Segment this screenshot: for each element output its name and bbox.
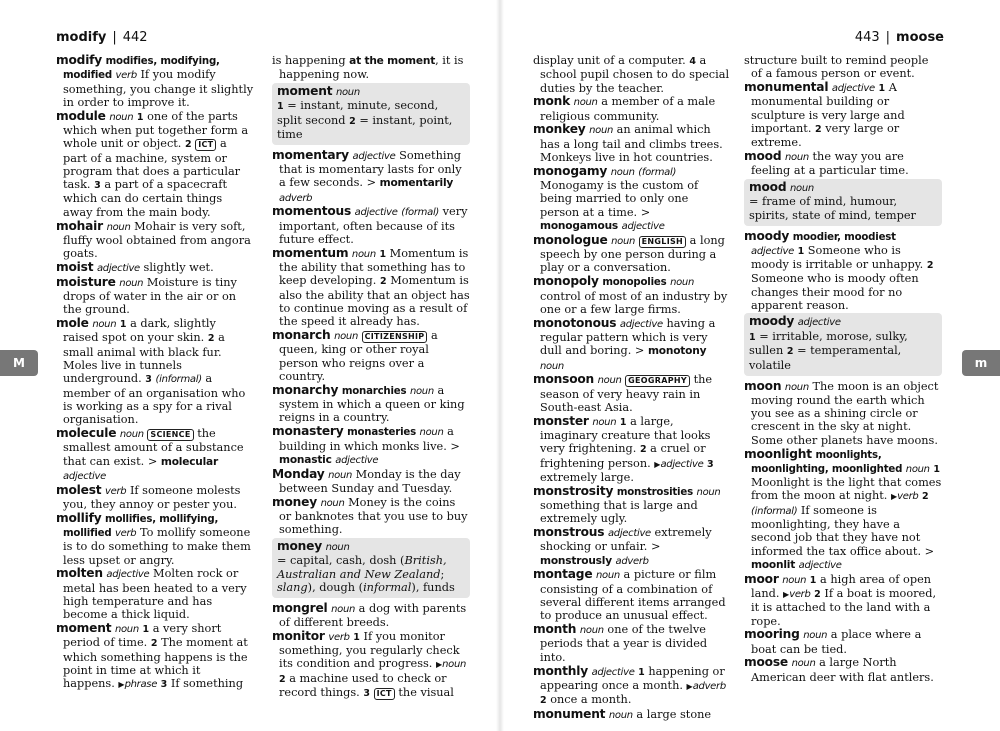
entry-monologue: monologue noun ENGLISH a long speech by one person during a play or a conversation. [533,232,725,275]
entry-monstrous: monstrous adjective extremely shocking or unfair. > monstrously adverb [533,525,712,567]
entry-monster: monster noun 1 a large, imaginary creature that looks very frightening. 2 a cruel or frightening person. ▶adjective 3 extremely large. [533,413,714,484]
entry-monsoon: monsoon noun GEOGRAPHY the season of very heavy rain in South-east Asia. [533,372,713,414]
thumb-index-tab-left: M [0,350,38,376]
entry-monogamy: monogamy noun (formal) Monogamy is the custom of being married to only one person at a time. > monogamous adjective [533,163,699,233]
entry-moisture: moisture noun Moisture is tiny drops of water in the air or on the ground. [56,274,237,317]
entry-monday: Monday noun Monday is the day between Sunday and Tuesday. [272,466,461,495]
entry-mooring: mooring noun a place where a boat can be tied. [744,627,922,656]
entry-monthly: monthly adjective 1 happening or appearing once a month. ▶adverb 2 once a month. [533,663,726,707]
right-running-headword: moose [896,30,944,45]
entry-month: month noun one of the twelve periods that a year is divided into. [533,622,708,664]
entry-monopoly: monopoly monopolies noun control of most of an industry by one or a few large firms. [533,274,728,316]
thumb-index-tab-right: m [962,350,1000,376]
entry-monument-continued: structure built to remind people of a famous person or event. [744,54,929,81]
entry-mollify: mollify mollifies, mollifying, mollified verb To mollify someone is to do something to make them less upset or angry. [56,510,251,567]
entry-mongrel: mongrel noun a dog with parents of different breeds. [272,600,467,630]
subject-label: ENGLISH [639,236,686,248]
entry-moody: moody moodier, moodiest adjective 1 Someone who is moody is irritable or unhappy. 2 Someone who is moody often changes their mood for no apparent reason. [744,228,934,313]
entry-moose: moose noun a large North American deer with flat antlers. [744,655,934,684]
thesaurus-box-moment: moment noun 1 = instant, minute, second, split second 2 = instant, point, time [272,83,470,145]
entry-monument: monument noun a large stone [533,706,712,721]
subject-label: GEOGRAPHY [625,375,690,387]
entry-moon: moon noun The moon is an object moving round the earth which you see as a shining circle or crescent in the sky at night. Some other planets have moons. [744,378,939,447]
column-1 [56,54,254,692]
entry-monk: monk noun a member of a male religious community. [533,94,716,123]
entry-moist: moist adjective slightly wet. [56,259,214,274]
right-page-number: 443 [854,30,880,45]
right-running-head [855,30,944,45]
entry-momentous: momentous adjective (formal) very important, often because of its future effect. [272,204,468,247]
entry-molten: molten adjective Molten rock or metal has been heated to a very high temperature and has become a thick liquid. [56,566,247,622]
entry-molecule: molecule noun SCIENCE the smallest amount of a substance that can exist. > molecular adjective [56,426,244,482]
subject-label: ICT [195,139,216,151]
arrow-right-icon: ▶ [686,681,693,691]
thesaurus-box-moody: moody adjective 1 = irritable, morose, sulky, sullen 2 = temperamental, volatile [744,313,942,375]
subject-label: CITIZENSHIP [362,331,428,343]
column-4 [744,54,942,685]
entry-module: module noun 1 one of the parts which when put together form a whole unit or object. 2 ICT a part of a machine, system or program that does a particular task. 3 a part of a spacecraft which can do certain things away from the main body. [56,108,249,219]
arrow-right-icon: ▶ [890,492,898,502]
entry-mohair: mohair noun Mohair is very soft, fluffy wool obtained from angora goats. [56,218,251,261]
arrow-right-icon: ▶ [783,589,790,599]
left-running-separator: | [112,30,117,45]
entry-monkey: monkey noun an animal which has a long tail and climbs trees. Monkeys live in hot countries. [533,122,723,165]
entry-monastery: monastery monasteries noun a building in which monks live. > monastic adjective [272,424,460,466]
entry-monitor-continued: display unit of a computer. 4 a school pupil chosen to do special duties by the teacher. [533,54,730,95]
arrow-right-icon: ▶ [654,459,661,469]
entry-mood: mood noun the way you are feeling at a particular time. [744,149,909,178]
entry-money: money noun Money is the coins or banknotes that you use to buy something. [272,494,468,537]
thesaurus-box-money: money noun = capital, cash, dosh (British, Australian and New Zealand; slang), dough (informal), funds [272,538,470,598]
entry-monumental: monumental adjective 1 A monumental building or sculpture is very large and important. 2 very large or extreme. [744,80,905,150]
entry-moment-continued: is happening at the moment, it is happening now. [272,54,464,82]
entry-moor: moor noun 1 a high area of open land. ▶verb 2 If a boat is moored, it is attached to the land with a rope. [744,571,937,628]
entry-monstrosity: monstrosity monstrosities noun something that is large and extremely ugly. [533,483,721,526]
entry-monitor: monitor verb 1 If you monitor something, you regularly check its condition and progress. ▶noun 2 a machine used to check or record things. 3 ICT the visual [272,628,467,700]
entry-mole: mole noun 1 a dark, slightly raised spot on your skin. 2 a small animal with black fur. Moles live in tunnels underground. 3 (informal) a member of an organisation who is working as a spy for a rival organisation. [56,316,246,427]
left-running-head [56,30,148,45]
entry-momentum: momentum noun 1 Momentum is the ability that something has to keep developing. 2 Momentum is also the ability that an object has to continue moving as a result of the speed it already has. [272,245,470,329]
subject-label: SCIENCE [147,429,193,441]
entry-molest: molest verb If someone molests you, they annoy or pester you. [56,482,241,511]
left-running-headword: modify [56,30,107,45]
entry-monarch: monarch noun CITIZENSHIP a queen, king or other royal person who reigns over a country. [272,328,438,384]
entry-momentary: momentary adjective Something that is momentary lasts for only a few seconds. > momentarily adverb [272,147,462,204]
entry-monotonous: monotonous adjective having a regular pattern which is very dull and boring. > monotony noun [533,315,716,372]
left-page-number: 442 [122,30,148,45]
entry-montage: montage noun a picture or film consisting of a combination of several different items arranged to produce an unusual effect. [533,567,726,623]
arrow-right-icon: ▶ [435,660,443,670]
entry-moment: moment noun 1 a very short period of time. 2 The moment at which something happens is the point in time at which it happens. ▶phrase 3 If something [56,621,248,691]
arrow-right-icon: ▶ [118,680,125,690]
column-3 [533,54,731,723]
column-2 [272,54,470,701]
right-page [500,0,1000,731]
entry-modify: modify modifies, modifying, modified verb If you modify something, you change it slightly in order to improve it. [56,53,254,109]
thesaurus-box-mood: mood noun = frame of mind, humour, spirits, state of mind, temper [744,179,942,226]
entry-moonlight: moonlight moonlights, moonlighting, moonlighted noun 1 Moonlight is the light that comes from the moon at night. ▶verb 2 (informal) If someone is moonlighting, they have a second job that they have not informed the tax office about. > moonlit adjective [744,446,942,571]
subject-label: ICT [374,688,395,700]
right-running-separator: | [885,30,891,45]
entry-monarchy: monarchy monarchies noun a system in which a queen or king reigns in a country. [272,382,465,425]
